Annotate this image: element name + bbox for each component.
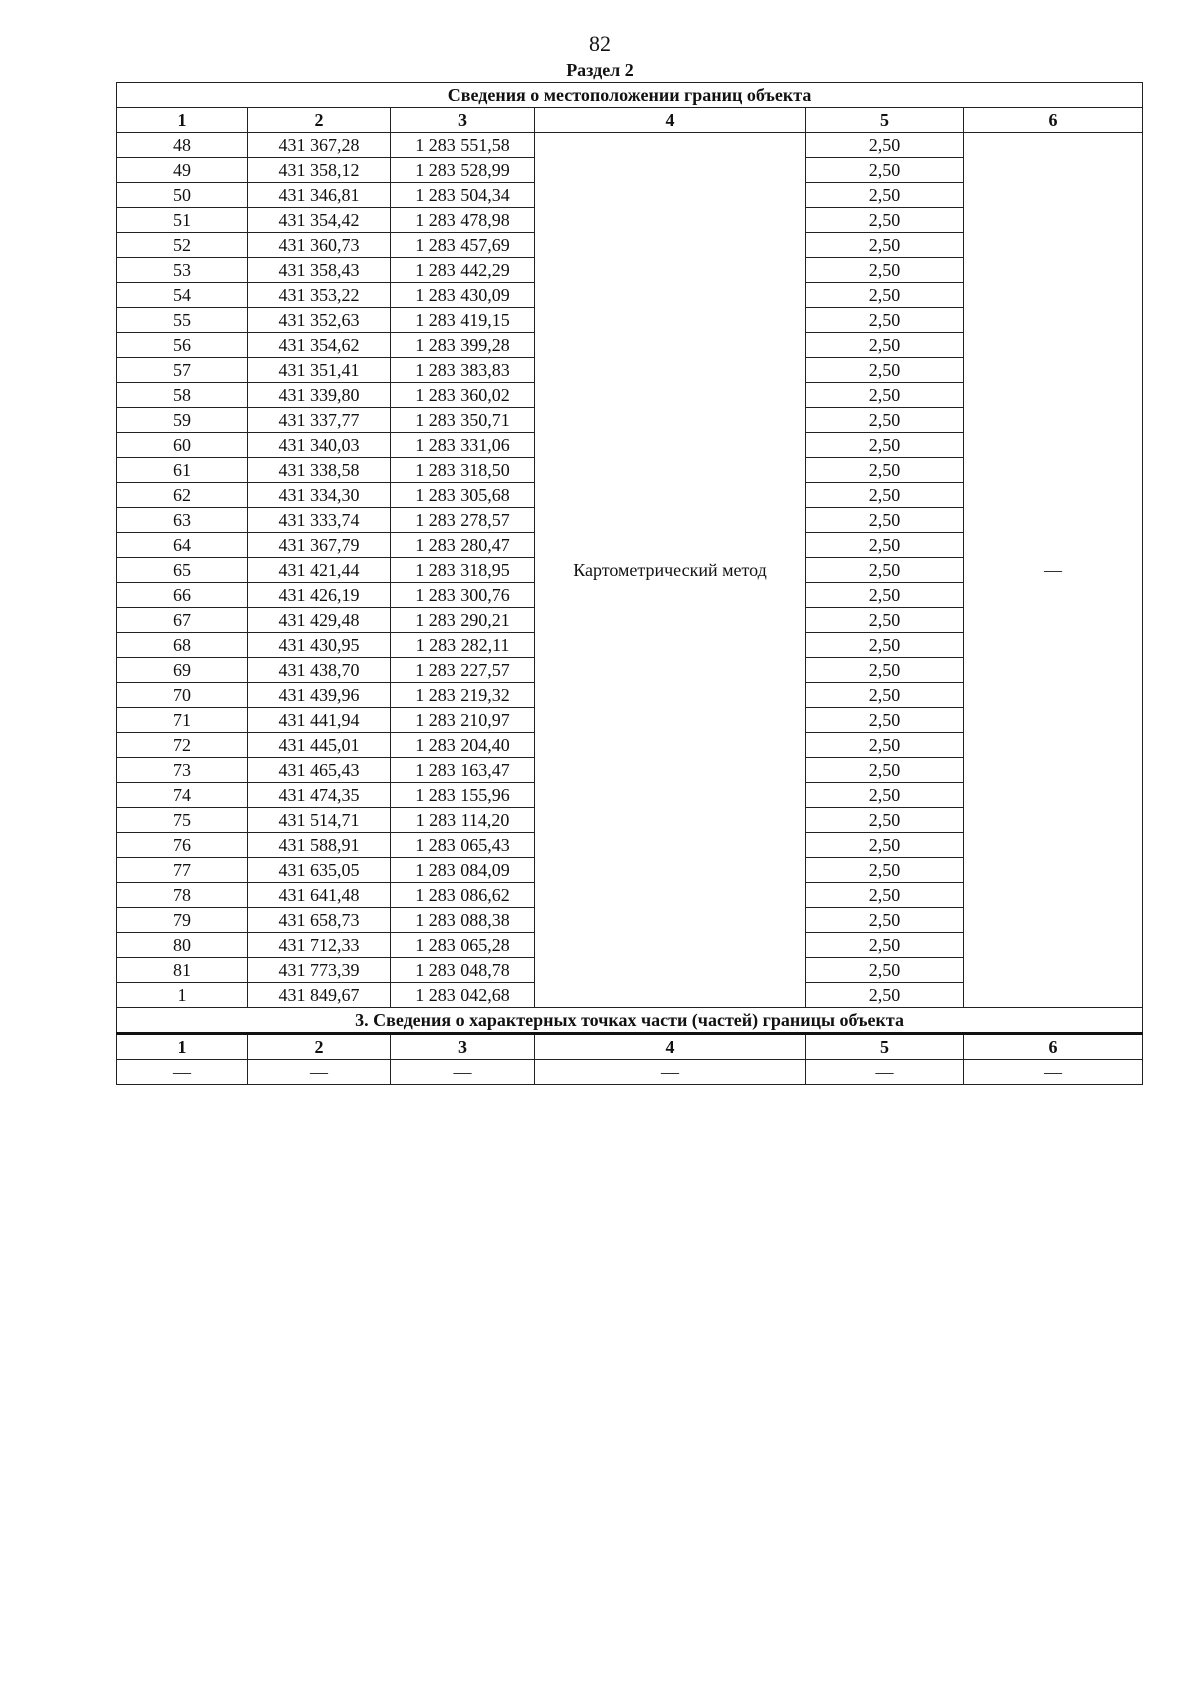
point-number-cell: 81: [117, 958, 248, 983]
accuracy-cell: 2,50: [806, 208, 964, 233]
point-number-cell: 64: [117, 533, 248, 558]
section1-title: Сведения о местоположении границ объекта: [117, 83, 1143, 108]
accuracy-cell: 2,50: [806, 983, 964, 1008]
accuracy-cell: 2,50: [806, 858, 964, 883]
coord-y-cell: 1 283 065,43: [391, 833, 535, 858]
coord-y-cell: 1 283 442,29: [391, 258, 535, 283]
accuracy-cell: 2,50: [806, 508, 964, 533]
accuracy-cell: 2,50: [806, 383, 964, 408]
coord-x-cell: 431 658,73: [248, 908, 391, 933]
coord-x-cell: 431 588,91: [248, 833, 391, 858]
point-number-cell: 67: [117, 608, 248, 633]
coord-x-cell: 431 439,96: [248, 683, 391, 708]
point-number-cell: 60: [117, 433, 248, 458]
point-number-cell: 53: [117, 258, 248, 283]
coord-x-cell: 431 338,58: [248, 458, 391, 483]
accuracy-cell: 2,50: [806, 308, 964, 333]
coord-y-cell: 1 283 331,06: [391, 433, 535, 458]
coord-y-cell: 1 283 114,20: [391, 808, 535, 833]
coord-x-cell: 431 514,71: [248, 808, 391, 833]
accuracy-cell: 2,50: [806, 433, 964, 458]
coord-y-cell: 1 283 084,09: [391, 858, 535, 883]
coord-x-cell: 431 635,05: [248, 858, 391, 883]
point-number-cell: 55: [117, 308, 248, 333]
column-header-1: 1: [117, 108, 248, 133]
point-number-cell: 68: [117, 633, 248, 658]
point-number-cell: 63: [117, 508, 248, 533]
coord-x-cell: 431 849,67: [248, 983, 391, 1008]
point-number-cell: 70: [117, 683, 248, 708]
coord-y-cell: 1 283 419,15: [391, 308, 535, 333]
coord-x-cell: 431 340,03: [248, 433, 391, 458]
coord-x-cell: 431 351,41: [248, 358, 391, 383]
accuracy-cell: 2,50: [806, 733, 964, 758]
coord-x-cell: 431 438,70: [248, 658, 391, 683]
column-header-3: 3: [391, 108, 535, 133]
coord-y-cell: 1 283 318,95: [391, 558, 535, 583]
coord-y-cell: 1 283 430,09: [391, 283, 535, 308]
point-number-cell: 74: [117, 783, 248, 808]
coord-y-cell: 1 283 290,21: [391, 608, 535, 633]
coord-x-cell: 431 333,74: [248, 508, 391, 533]
coord-x-cell: 431 429,48: [248, 608, 391, 633]
coord-x-cell: 431 354,42: [248, 208, 391, 233]
coord-y-cell: 1 283 042,68: [391, 983, 535, 1008]
coord-x-cell: 431 354,62: [248, 333, 391, 358]
coord-y-cell: 1 283 478,98: [391, 208, 535, 233]
coord-y-cell: 1 283 504,34: [391, 183, 535, 208]
accuracy-cell: 2,50: [806, 408, 964, 433]
coord-y-cell: 1 283 227,57: [391, 658, 535, 683]
section3-title: 3. Сведения о характерных точках части (частей) границы объекта: [117, 1008, 1143, 1034]
coord-x-cell: 431 445,01: [248, 733, 391, 758]
coord-y-cell: 1 283 088,38: [391, 908, 535, 933]
coord-x-cell: 431 465,43: [248, 758, 391, 783]
accuracy-cell: 2,50: [806, 183, 964, 208]
point-number-cell: 51: [117, 208, 248, 233]
coord-y-cell: 1 283 457,69: [391, 233, 535, 258]
coord-y-cell: 1 283 210,97: [391, 708, 535, 733]
section3-header-6: 6: [964, 1034, 1143, 1060]
point-number-cell: 62: [117, 483, 248, 508]
coord-y-cell: 1 283 528,99: [391, 158, 535, 183]
point-number-cell: 48: [117, 133, 248, 158]
point-number-cell: 75: [117, 808, 248, 833]
section3-cell-3: —: [391, 1060, 535, 1085]
column-header-4: 4: [535, 108, 806, 133]
accuracy-cell: 2,50: [806, 633, 964, 658]
coord-y-cell: 1 283 278,57: [391, 508, 535, 533]
coord-x-cell: 431 367,79: [248, 533, 391, 558]
coord-x-cell: 431 358,12: [248, 158, 391, 183]
section3-row: [117, 1060, 1143, 1085]
accuracy-cell: 2,50: [806, 133, 964, 158]
coord-x-cell: 431 353,22: [248, 283, 391, 308]
coord-x-cell: 431 358,43: [248, 258, 391, 283]
coord-y-cell: 1 283 065,28: [391, 933, 535, 958]
point-number-cell: 58: [117, 383, 248, 408]
coord-y-cell: 1 283 551,58: [391, 133, 535, 158]
coord-y-cell: 1 283 350,71: [391, 408, 535, 433]
point-number-cell: 79: [117, 908, 248, 933]
point-number-cell: 73: [117, 758, 248, 783]
point-number-cell: 54: [117, 283, 248, 308]
section3-header-row: [117, 1034, 1143, 1060]
column-header-2: 2: [248, 108, 391, 133]
accuracy-cell: 2,50: [806, 333, 964, 358]
section3-header-1: 1: [117, 1034, 248, 1060]
accuracy-cell: 2,50: [806, 533, 964, 558]
column-header-row: [117, 108, 1143, 133]
accuracy-cell: 2,50: [806, 558, 964, 583]
accuracy-cell: 2,50: [806, 683, 964, 708]
point-number-cell: 80: [117, 933, 248, 958]
coord-x-cell: 431 339,80: [248, 383, 391, 408]
accuracy-cell: 2,50: [806, 883, 964, 908]
coord-x-cell: 431 474,35: [248, 783, 391, 808]
coord-x-cell: 431 773,39: [248, 958, 391, 983]
accuracy-cell: 2,50: [806, 783, 964, 808]
section3-cell-5: —: [806, 1060, 964, 1085]
page-number: 82: [589, 31, 611, 56]
coord-y-cell: 1 283 318,50: [391, 458, 535, 483]
accuracy-cell: 2,50: [806, 483, 964, 508]
coord-x-cell: 431 441,94: [248, 708, 391, 733]
section3-cell-2: —: [248, 1060, 391, 1085]
coord-x-cell: 431 334,30: [248, 483, 391, 508]
coord-x-cell: 431 346,81: [248, 183, 391, 208]
description-cell: —: [964, 133, 1143, 1008]
coord-y-cell: 1 283 399,28: [391, 333, 535, 358]
accuracy-cell: 2,50: [806, 583, 964, 608]
coord-x-cell: 431 352,63: [248, 308, 391, 333]
accuracy-cell: 2,50: [806, 358, 964, 383]
point-number-cell: 71: [117, 708, 248, 733]
point-number-cell: 65: [117, 558, 248, 583]
coord-y-cell: 1 283 204,40: [391, 733, 535, 758]
section3-cell-1: —: [117, 1060, 248, 1085]
point-number-cell: 77: [117, 858, 248, 883]
coord-x-cell: 431 712,33: [248, 933, 391, 958]
section3-cell-4: —: [535, 1060, 806, 1085]
coord-y-cell: 1 283 282,11: [391, 633, 535, 658]
point-number-cell: 76: [117, 833, 248, 858]
point-number-cell: 66: [117, 583, 248, 608]
boundary-table: [116, 82, 1143, 1085]
accuracy-cell: 2,50: [806, 908, 964, 933]
section3-header-5: 5: [806, 1034, 964, 1060]
coord-y-cell: 1 283 163,47: [391, 758, 535, 783]
coord-y-cell: 1 283 219,32: [391, 683, 535, 708]
accuracy-cell: 2,50: [806, 608, 964, 633]
point-number-cell: 52: [117, 233, 248, 258]
point-number-cell: 1: [117, 983, 248, 1008]
accuracy-cell: 2,50: [806, 458, 964, 483]
accuracy-cell: 2,50: [806, 958, 964, 983]
accuracy-cell: 2,50: [806, 258, 964, 283]
column-header-5: 5: [806, 108, 964, 133]
coord-y-cell: 1 283 305,68: [391, 483, 535, 508]
coord-y-cell: 1 283 360,02: [391, 383, 535, 408]
coord-x-cell: 431 421,44: [248, 558, 391, 583]
point-number-cell: 59: [117, 408, 248, 433]
accuracy-cell: 2,50: [806, 658, 964, 683]
section3-header-4: 4: [535, 1034, 806, 1060]
accuracy-cell: 2,50: [806, 833, 964, 858]
coord-y-cell: 1 283 086,62: [391, 883, 535, 908]
point-number-cell: 57: [117, 358, 248, 383]
column-header-6: 6: [964, 108, 1143, 133]
point-number-cell: 61: [117, 458, 248, 483]
accuracy-cell: 2,50: [806, 758, 964, 783]
coord-y-cell: 1 283 280,47: [391, 533, 535, 558]
method-cell: Картометрический метод: [535, 133, 806, 1008]
accuracy-cell: 2,50: [806, 158, 964, 183]
point-number-cell: 56: [117, 333, 248, 358]
section3-header-3: 3: [391, 1034, 535, 1060]
coord-x-cell: 431 337,77: [248, 408, 391, 433]
point-number-cell: 49: [117, 158, 248, 183]
point-number-cell: 72: [117, 733, 248, 758]
coord-x-cell: 431 360,73: [248, 233, 391, 258]
coord-x-cell: 431 426,19: [248, 583, 391, 608]
accuracy-cell: 2,50: [806, 808, 964, 833]
table-row: [117, 133, 1143, 158]
coord-y-cell: 1 283 048,78: [391, 958, 535, 983]
coord-y-cell: 1 283 383,83: [391, 358, 535, 383]
accuracy-cell: 2,50: [806, 933, 964, 958]
point-number-cell: 50: [117, 183, 248, 208]
coord-x-cell: 431 367,28: [248, 133, 391, 158]
coord-y-cell: 1 283 300,76: [391, 583, 535, 608]
section3-header-2: 2: [248, 1034, 391, 1060]
accuracy-cell: 2,50: [806, 708, 964, 733]
point-number-cell: 69: [117, 658, 248, 683]
accuracy-cell: 2,50: [806, 233, 964, 258]
accuracy-cell: 2,50: [806, 283, 964, 308]
section-title: Раздел 2: [566, 60, 634, 80]
section3-cell-6: —: [964, 1060, 1143, 1085]
coord-x-cell: 431 641,48: [248, 883, 391, 908]
coord-y-cell: 1 283 155,96: [391, 783, 535, 808]
point-number-cell: 78: [117, 883, 248, 908]
coord-x-cell: 431 430,95: [248, 633, 391, 658]
